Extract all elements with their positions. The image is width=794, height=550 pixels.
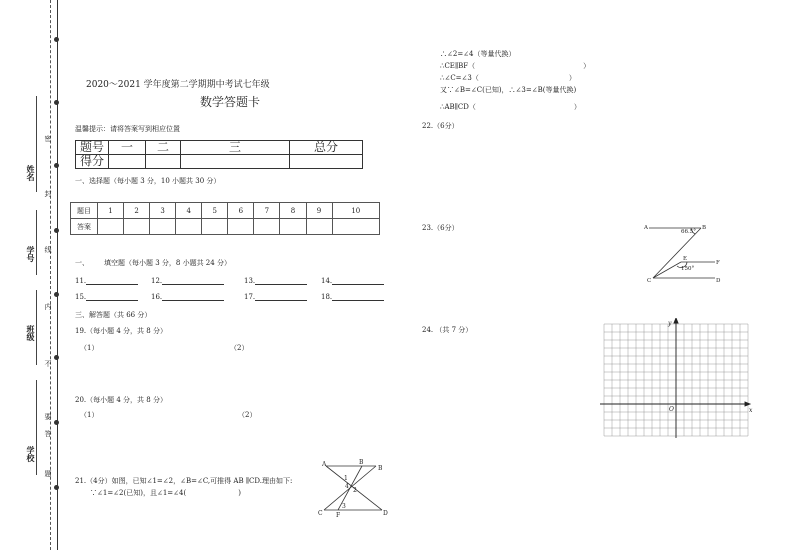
fill-item-14[interactable] — [321, 276, 384, 285]
x-axis-arrow — [745, 402, 750, 406]
proof-end: ） — [583, 62, 591, 70]
proof-end: ） — [573, 103, 581, 111]
binding-hole — [54, 37, 59, 42]
q21-reason-text: ∵∠1=∠2(已知)，且∠1=∠4( — [90, 489, 187, 497]
choice-answer-table — [70, 202, 380, 235]
label-b-top: B — [359, 459, 364, 466]
mc-answer-cell[interactable] — [124, 219, 150, 235]
mc-num: 2 — [124, 203, 150, 219]
mc-num: 4 — [176, 203, 202, 219]
seal-dashed-line — [50, 0, 51, 550]
school-write-line — [36, 380, 37, 475]
exam-title: 2020～2021 学年度第二学期期中考试七年级 — [86, 80, 270, 90]
mc-answer-cell[interactable] — [202, 219, 228, 235]
section-fill-title: 填空题（每小题 3 分，8 小题共 24 分） — [104, 259, 231, 267]
seal-char: 内 — [44, 303, 52, 310]
section-solve-title: 三、解答题（共 66 分） — [75, 311, 152, 319]
fill-num: 11. — [75, 277, 87, 285]
y-axis-arrow — [674, 318, 678, 323]
binding-hole — [54, 228, 59, 233]
score-entry[interactable] — [146, 155, 181, 169]
q20-part1: （1） — [80, 411, 99, 419]
q22-title: 22.（6分） — [422, 122, 459, 130]
proof-line-2 — [440, 61, 590, 71]
angle-2: 2 — [353, 487, 357, 494]
mc-answer-cell[interactable] — [306, 219, 332, 235]
score-entry[interactable] — [109, 155, 146, 169]
seal-char: 不 — [44, 360, 52, 367]
mc-answer-cell[interactable] — [228, 219, 254, 235]
margin-line — [57, 0, 58, 550]
x-axis-label: x — [749, 407, 753, 414]
q21-reason-line — [90, 488, 241, 498]
q19-part2: （2） — [230, 344, 249, 352]
binding-hole — [54, 420, 59, 425]
y-axis-label: y — [668, 320, 672, 327]
id-write-line — [36, 210, 37, 275]
label-d: D — [716, 278, 721, 284]
section-choice-title: 一、选择题（每小题 3 分，10 小题共 30 分） — [75, 177, 221, 185]
coordinate-grid[interactable] — [598, 318, 756, 442]
origin-label: O — [669, 406, 674, 413]
mc-answer-cell[interactable] — [150, 219, 176, 235]
seal-char: 题 — [44, 470, 52, 477]
fill-item-11[interactable] — [75, 276, 138, 285]
angle-label-1: 66.5° — [681, 229, 696, 235]
mc-answer-cell[interactable] — [98, 219, 124, 235]
proof-end: ） — [568, 74, 576, 82]
fill-item-15[interactable] — [75, 292, 138, 301]
class-write-line — [36, 290, 37, 365]
binding-hole — [54, 485, 59, 490]
binding-hole — [54, 355, 59, 360]
seal-char: 密 — [44, 135, 52, 142]
name-write-line — [36, 96, 37, 192]
q21-reason-end: ) — [238, 489, 241, 497]
binding-hole — [54, 100, 59, 105]
fill-item-18[interactable] — [321, 292, 384, 301]
mc-num: 6 — [228, 203, 254, 219]
section-fill-number: 一、 — [75, 259, 89, 267]
fill-item-16[interactable] — [151, 292, 224, 301]
q21-figure — [316, 458, 396, 520]
proof-text: ∴CE∥BF（ — [440, 62, 476, 70]
fill-num: 18. — [321, 293, 333, 301]
fill-num: 17. — [244, 293, 256, 301]
mc-answer-cell[interactable] — [280, 219, 306, 235]
fill-num: 14. — [321, 277, 333, 285]
proof-line-1: ∴∠2=∠4（等量代换） — [440, 50, 516, 58]
mc-head: 题目 — [71, 203, 98, 219]
mc-answer-cell[interactable] — [176, 219, 202, 235]
label-f: F — [336, 512, 341, 519]
margin-label-name: 姓名 — [26, 165, 36, 181]
score-cell: 一 — [109, 141, 146, 155]
proof-line-3 — [440, 73, 576, 83]
label-a: A — [322, 461, 327, 468]
mc-num: 7 — [254, 203, 280, 219]
seal-char: 要 — [44, 413, 52, 420]
q21-statement: 21.（4分）如图，已知∠1=∠2，∠B=∠C,可推得 AB ∥CD.理由如下: — [75, 477, 293, 485]
q23-figure — [643, 220, 725, 284]
proof-line-5 — [440, 102, 581, 112]
q24-title: 24. （共 7 分） — [422, 326, 473, 334]
fill-item-13[interactable] — [244, 276, 307, 285]
angle-4: 4 — [345, 483, 349, 490]
proof-text: ∴AB∥CD（ — [440, 103, 476, 111]
margin-label-id: 学号 — [26, 246, 36, 262]
angle-label-2: 150° — [681, 266, 695, 272]
mc-head: 答案 — [71, 219, 98, 235]
label-c: C — [318, 510, 323, 517]
seal-char: 线 — [44, 246, 52, 253]
q19-title: 19.（每小题 4 分，共 8 分） — [75, 327, 167, 335]
fill-num: 12. — [151, 277, 163, 285]
q20-part2: （2） — [238, 411, 257, 419]
label-b: B — [702, 225, 707, 231]
angle-1: 1 — [344, 475, 348, 482]
label-e: E — [683, 256, 688, 262]
mc-answer-cell[interactable] — [332, 219, 379, 235]
fill-item-12[interactable] — [151, 276, 224, 285]
line-ce — [653, 262, 681, 278]
notice-text: 温馨提示：请将答案写到相应位置 — [75, 125, 180, 133]
q19-part1: （1） — [80, 344, 99, 352]
q23-title: 23.（6分） — [422, 224, 459, 232]
binding-hole — [54, 163, 59, 168]
mc-num: 10 — [332, 203, 379, 219]
score-cell: 二 — [146, 141, 181, 155]
margin-label-school: 学校 — [26, 446, 36, 462]
mc-num: 3 — [150, 203, 176, 219]
seal-char: 封 — [44, 190, 52, 197]
fill-item-17[interactable] — [244, 292, 307, 301]
score-cell: 总分 — [290, 141, 363, 155]
mc-num: 1 — [98, 203, 124, 219]
score-cell: 得分 — [76, 155, 109, 169]
label-f: F — [716, 260, 720, 266]
proof-text: ∴∠C=∠3（ — [440, 74, 479, 82]
label-c: C — [647, 278, 652, 284]
score-entry[interactable] — [181, 155, 290, 169]
mc-answer-cell[interactable] — [254, 219, 280, 235]
score-cell: 三 — [181, 141, 290, 155]
fill-num: 16. — [151, 293, 163, 301]
label-d: D — [383, 510, 388, 517]
q20-title: 20.（每小题 4 分，共 8 分） — [75, 396, 167, 404]
score-entry[interactable] — [290, 155, 363, 169]
score-table — [75, 140, 363, 169]
angle-3: 3 — [342, 503, 346, 510]
answer-card-title: 数学答题卡 — [200, 95, 261, 109]
mc-num: 9 — [306, 203, 332, 219]
label-b: B — [378, 465, 383, 472]
proof-line-4: 又∵∠B=∠C(已知)，∴∠3=∠B(等量代换) — [440, 86, 577, 94]
fill-num: 13. — [244, 277, 256, 285]
score-cell: 题号 — [76, 141, 109, 155]
seal-char: 答 — [44, 430, 52, 437]
mc-num: 5 — [202, 203, 228, 219]
label-a: A — [644, 225, 648, 231]
margin-label-class: 班级 — [26, 325, 36, 341]
binding-hole — [54, 292, 59, 297]
fill-num: 15. — [75, 293, 87, 301]
mc-num: 8 — [280, 203, 306, 219]
